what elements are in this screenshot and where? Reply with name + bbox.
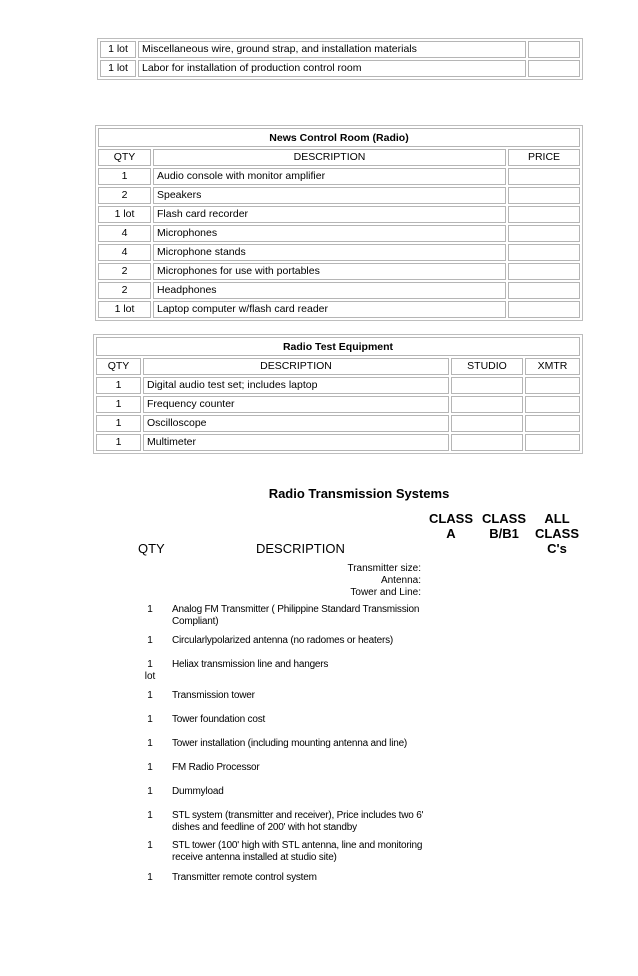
- item-qty: [135, 840, 165, 852]
- qty-cell: 1: [96, 377, 141, 394]
- tower-line-label: Tower and Line:: [350, 587, 421, 598]
- qty-line: 1: [147, 786, 153, 797]
- header-line: CLASS: [428, 511, 474, 526]
- description-cell: Headphones: [153, 282, 506, 299]
- description-cell: Digital audio test set; includes laptop: [143, 377, 449, 394]
- price-cell: [508, 282, 580, 299]
- item-description: [172, 659, 427, 671]
- header-row: [98, 149, 580, 166]
- qty-cell: 1: [98, 168, 151, 185]
- qty-line: 1: [147, 635, 153, 646]
- qty-cell: 1 lot: [98, 206, 151, 223]
- qty-line: 1: [147, 604, 153, 615]
- table-row: [98, 263, 580, 280]
- qty-cell: 4: [98, 225, 151, 242]
- transmitter-size-label: Transmitter size:: [347, 563, 421, 574]
- description-cell: Flash card recorder: [153, 206, 506, 223]
- qty-line: 1: [147, 810, 153, 821]
- table-row: [98, 206, 580, 223]
- size-labels: [347, 563, 421, 599]
- description-header: DESCRIPTION: [256, 541, 345, 556]
- table-row: [98, 168, 580, 185]
- description-cell: Labor for installation of production control room: [138, 60, 526, 77]
- price-cell: [528, 60, 580, 77]
- table-title: News Control Room (Radio): [98, 128, 580, 147]
- item-description: [172, 840, 427, 864]
- item-description: [172, 604, 427, 628]
- xmtr-cell: [525, 377, 580, 394]
- description-cell: Miscellaneous wire, ground strap, and installation materials: [138, 41, 526, 58]
- table-row: [98, 244, 580, 261]
- table-row: [96, 434, 580, 451]
- table-row: [98, 187, 580, 204]
- qty-header: QTY: [98, 149, 151, 166]
- price-cell: [528, 41, 580, 58]
- qty-cell: 2: [98, 187, 151, 204]
- header-line: A: [446, 526, 456, 541]
- desc-line: dishes and feedline of 200' with hot standby: [172, 822, 357, 833]
- price-cell: [508, 263, 580, 280]
- item-qty: [135, 738, 165, 750]
- item-description: [172, 810, 427, 834]
- price-cell: [508, 244, 580, 261]
- description-cell: Microphone stands: [153, 244, 506, 261]
- item-qty: [135, 786, 165, 798]
- studio-cell: [451, 396, 523, 413]
- item-description: [172, 714, 427, 726]
- desc-line: STL system (transmitter and receiver), Price includes two 6': [172, 810, 424, 821]
- qty-cell: 1: [96, 434, 141, 451]
- item-description: [172, 690, 427, 702]
- description-cell: Laptop computer w/flash card reader: [153, 301, 506, 318]
- news-control-room-table: [95, 125, 583, 321]
- description-cell: Multimeter: [143, 434, 449, 451]
- item-qty: [135, 635, 165, 647]
- studio-header: STUDIO: [451, 358, 523, 375]
- radio-test-equipment-table: [93, 334, 583, 454]
- price-header: PRICE: [508, 149, 580, 166]
- table-row: [98, 282, 580, 299]
- studio-cell: [451, 377, 523, 394]
- qty-cell: 4: [98, 244, 151, 261]
- desc-line: STL tower (100' high with STL antenna, line and monitoring: [172, 840, 423, 851]
- antenna-label: Antenna:: [380, 575, 421, 586]
- xmtr-cell: [525, 396, 580, 413]
- qty-cell: 2: [98, 282, 151, 299]
- price-cell: [508, 206, 580, 223]
- qty-line: lot: [144, 671, 156, 682]
- desc-line: Compliant): [172, 616, 219, 627]
- header-line: ALL: [544, 511, 570, 526]
- desc-line: Heliax transmission line and hangers: [172, 659, 329, 670]
- desc-line: Tower foundation cost: [172, 714, 266, 725]
- item-qty: [135, 690, 165, 702]
- table-title: Radio Test Equipment: [96, 337, 580, 356]
- item-qty: [135, 714, 165, 726]
- desc-line: Transmitter remote control system: [172, 872, 317, 883]
- table-row: [100, 41, 580, 58]
- header-line: CLASS: [534, 526, 580, 541]
- description-cell: Microphones: [153, 225, 506, 242]
- description-header: DESCRIPTION: [143, 358, 449, 375]
- price-cell: [508, 301, 580, 318]
- desc-line: Analog FM Transmitter ( Philippine Standard Transmission: [172, 604, 420, 615]
- table-row: [98, 225, 580, 242]
- qty-line: 1: [147, 714, 153, 725]
- table-row: [100, 60, 580, 77]
- description-cell: Frequency counter: [143, 396, 449, 413]
- qty-line: 1: [147, 659, 153, 670]
- desc-line: Dummyload: [172, 786, 224, 797]
- item-description: [172, 762, 427, 774]
- class-a-header: [428, 511, 474, 541]
- description-header: DESCRIPTION: [153, 149, 506, 166]
- table-row: [98, 301, 580, 318]
- qty-line: 1: [147, 762, 153, 773]
- qty-header: QTY: [138, 541, 165, 556]
- qty-cell: 1: [96, 415, 141, 432]
- xmtr-header: XMTR: [525, 358, 580, 375]
- qty-line: 1: [147, 738, 153, 749]
- item-description: [172, 786, 427, 798]
- class-b-header: [480, 511, 528, 541]
- section-title: Radio Transmission Systems: [268, 486, 450, 501]
- desc-line: FM Radio Processor: [172, 762, 260, 773]
- description-cell: Speakers: [153, 187, 506, 204]
- qty-cell: 2: [98, 263, 151, 280]
- qty-cell: 1 lot: [98, 301, 151, 318]
- item-description: [172, 872, 427, 884]
- qty-header: QTY: [96, 358, 141, 375]
- header-line: C's: [547, 541, 567, 556]
- price-cell: [508, 168, 580, 185]
- studio-cell: [451, 415, 523, 432]
- materials-table: [97, 38, 583, 80]
- table-row: [96, 377, 580, 394]
- desc-line: Tower installation (including mounting antenna and line): [172, 738, 408, 749]
- all-class-header: [533, 511, 581, 556]
- desc-line: receive antenna installed at studio site): [172, 852, 337, 863]
- description-cell: Microphones for use with portables: [153, 263, 506, 280]
- qty-line: 1: [147, 872, 153, 883]
- xmtr-cell: [525, 434, 580, 451]
- table-row: [96, 415, 580, 432]
- header-line: B/B1: [489, 526, 519, 541]
- item-description: [172, 738, 427, 750]
- header-row: [96, 358, 580, 375]
- studio-cell: [451, 434, 523, 451]
- item-qty: [135, 604, 165, 616]
- qty-cell: 1: [96, 396, 141, 413]
- item-qty: [135, 872, 165, 884]
- item-qty: [135, 810, 165, 822]
- description-cell: Audio console with monitor amplifier: [153, 168, 506, 185]
- table-row: [96, 396, 580, 413]
- item-qty: [135, 762, 165, 774]
- qty-line: 1: [147, 690, 153, 701]
- desc-line: Transmission tower: [172, 690, 255, 701]
- price-cell: [508, 225, 580, 242]
- item-description: [172, 635, 427, 647]
- xmtr-cell: [525, 415, 580, 432]
- qty-cell: 1 lot: [100, 41, 136, 58]
- header-line: CLASS: [481, 511, 527, 526]
- qty-cell: 1 lot: [100, 60, 136, 77]
- price-cell: [508, 187, 580, 204]
- qty-line: 1: [147, 840, 153, 851]
- description-cell: Oscilloscope: [143, 415, 449, 432]
- desc-line: Circularlypolarized antenna (no radomes or heaters): [172, 635, 394, 646]
- item-qty: [135, 659, 165, 683]
